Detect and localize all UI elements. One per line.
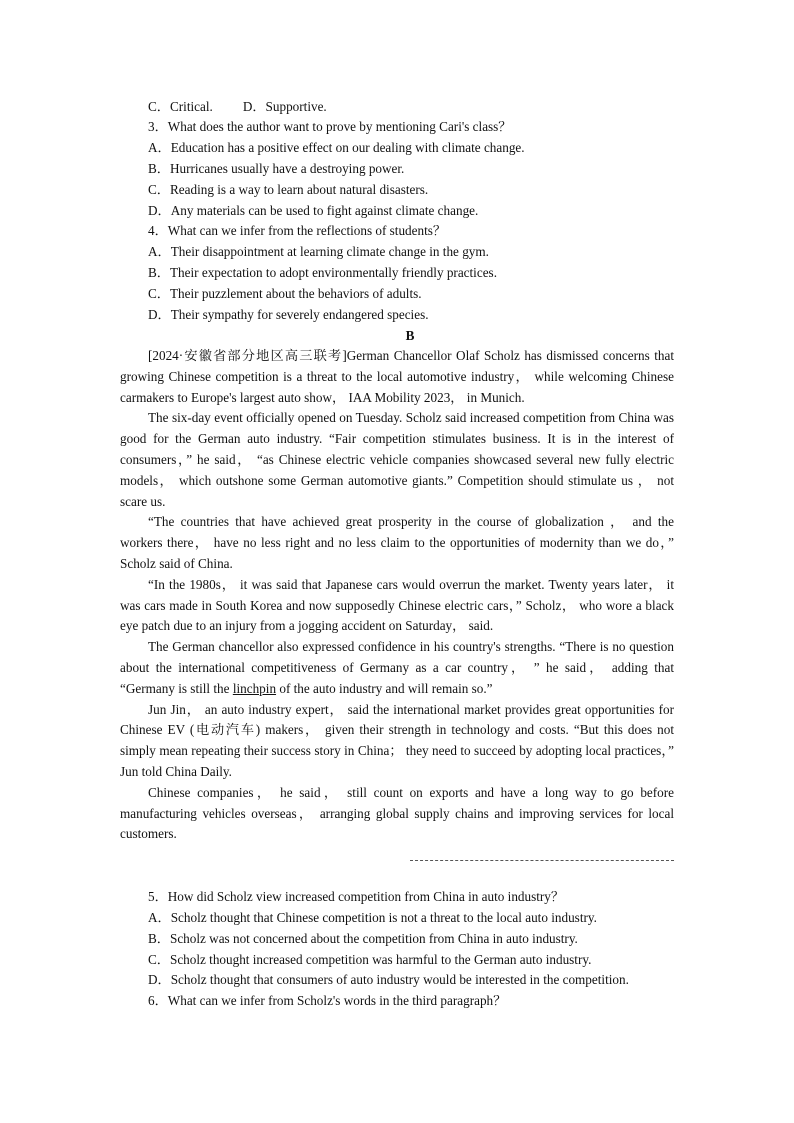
- q3-option-a: A．Education has a positive effect on our dealing with climate change.: [148, 140, 525, 155]
- q4-option-c: C．Their puzzlement about the behaviors of adults.: [148, 286, 422, 301]
- q4-option-d: D．Their sympathy for severely endangered species.: [148, 307, 429, 322]
- q3-option-b: B．Hurricanes usually have a destroying power.: [148, 161, 405, 176]
- q2-options-line: [148, 97, 327, 117]
- q4-option-a: A．Their disappointment at learning climate change in the gym.: [148, 244, 489, 259]
- q5-option-d: D．Scholz thought that consumers of auto industry would be interested in the competition.: [148, 972, 629, 987]
- reading-passage: [120, 346, 674, 845]
- p5-text-after: of the auto industry and will remain so.”: [276, 680, 493, 696]
- q3-stem: 3．What does the author want to prove by mentioning Cari's class？: [148, 119, 512, 134]
- q3-option-c: C．Reading is a way to learn about natural disasters.: [148, 182, 429, 197]
- passage-paragraph-2: The six-day event officially opened on Tuesday. Scholz said increased competition from China was good for the German auto industry. “Fair competition stimulates business. It is in the interest of consumers，” he said， “as Chinese electric vehicle companies showcased several new fully electric models， which outshone some German automotive giants.” Competition should stimulate us ， not scare us.: [120, 410, 674, 509]
- passage-paragraph-3: “The countries that have achieved great prosperity in the course of globalization ， and the workers there， have no less right and no less claim to the opportunities of modernity than we do，” Scholz said of China.: [120, 514, 674, 571]
- section-heading-b: B: [405, 328, 415, 343]
- q5-option-b: B．Scholz was not concerned about the competition from China in auto industry.: [148, 931, 578, 946]
- q2-option-d: D．Supportive.: [242, 99, 327, 114]
- dashed-divider: [410, 860, 674, 861]
- passage-paragraph-6: Jun Jin， an auto industry expert， said the international market provides great opportunities for Chinese EV (电动汽车) makers， given their strength in technology and costs. “But this does not simply mean repeating their success story in China； they need to succeed by adopting local practices，” Jun told China Daily.: [120, 701, 674, 779]
- passage-paragraph-4: “In the 1980s， it was said that Japanese cars would overrun the market. Twenty years later， it was cars made in South Korea and now supposedly Chinese electric cars，” Scholz， who wore a black eye patch due to an injury from a jogging accident on Saturday， said.: [120, 576, 674, 634]
- passage-paragraph-5: [120, 637, 674, 699]
- q4-stem: 4．What can we infer from the reflections of students？: [148, 223, 447, 238]
- p5-text-before: The German chancellor also expressed confidence in his country's strengths. “There is no question about the international competitiveness of Germany as a car country， ” he said， adding that “Germany is still the: [120, 639, 674, 696]
- q3-option-d: D．Any materials can be used to fight against climate change.: [148, 203, 479, 218]
- q5-option-a: A．Scholz thought that Chinese competition is not a threat to the local auto industry.: [148, 910, 597, 925]
- q5-stem: 5．How did Scholz view increased competition from China in auto industry？: [148, 889, 565, 904]
- q2-option-c: C．Critical.: [148, 99, 213, 114]
- q4-option-b: B．Their expectation to adopt environmentally friendly practices.: [148, 265, 497, 280]
- passage-paragraph-7: Chinese companies， he said， still count on exports and have a long way to go before manufacturing vehicles overseas， arranging global supply chains and improving services for local customers.: [120, 784, 674, 842]
- q6-stem: 6．What can we infer from Scholz's words in the third paragraph？: [148, 993, 507, 1008]
- q5-option-c: C．Scholz thought increased competition was harmful to the German auto industry.: [148, 952, 592, 967]
- passage-paragraph-1: [2024·安徽省部分地区高三联考]German Chancellor Olaf Scholz has dismissed concerns that growing Chinese competition is a threat to the local automotive industry， while welcoming Chinese carmakers to Europe's largest auto show， IAA Mobility 2023， in Munich.: [120, 348, 674, 405]
- underlined-word-linchpin: linchpin: [232, 680, 277, 696]
